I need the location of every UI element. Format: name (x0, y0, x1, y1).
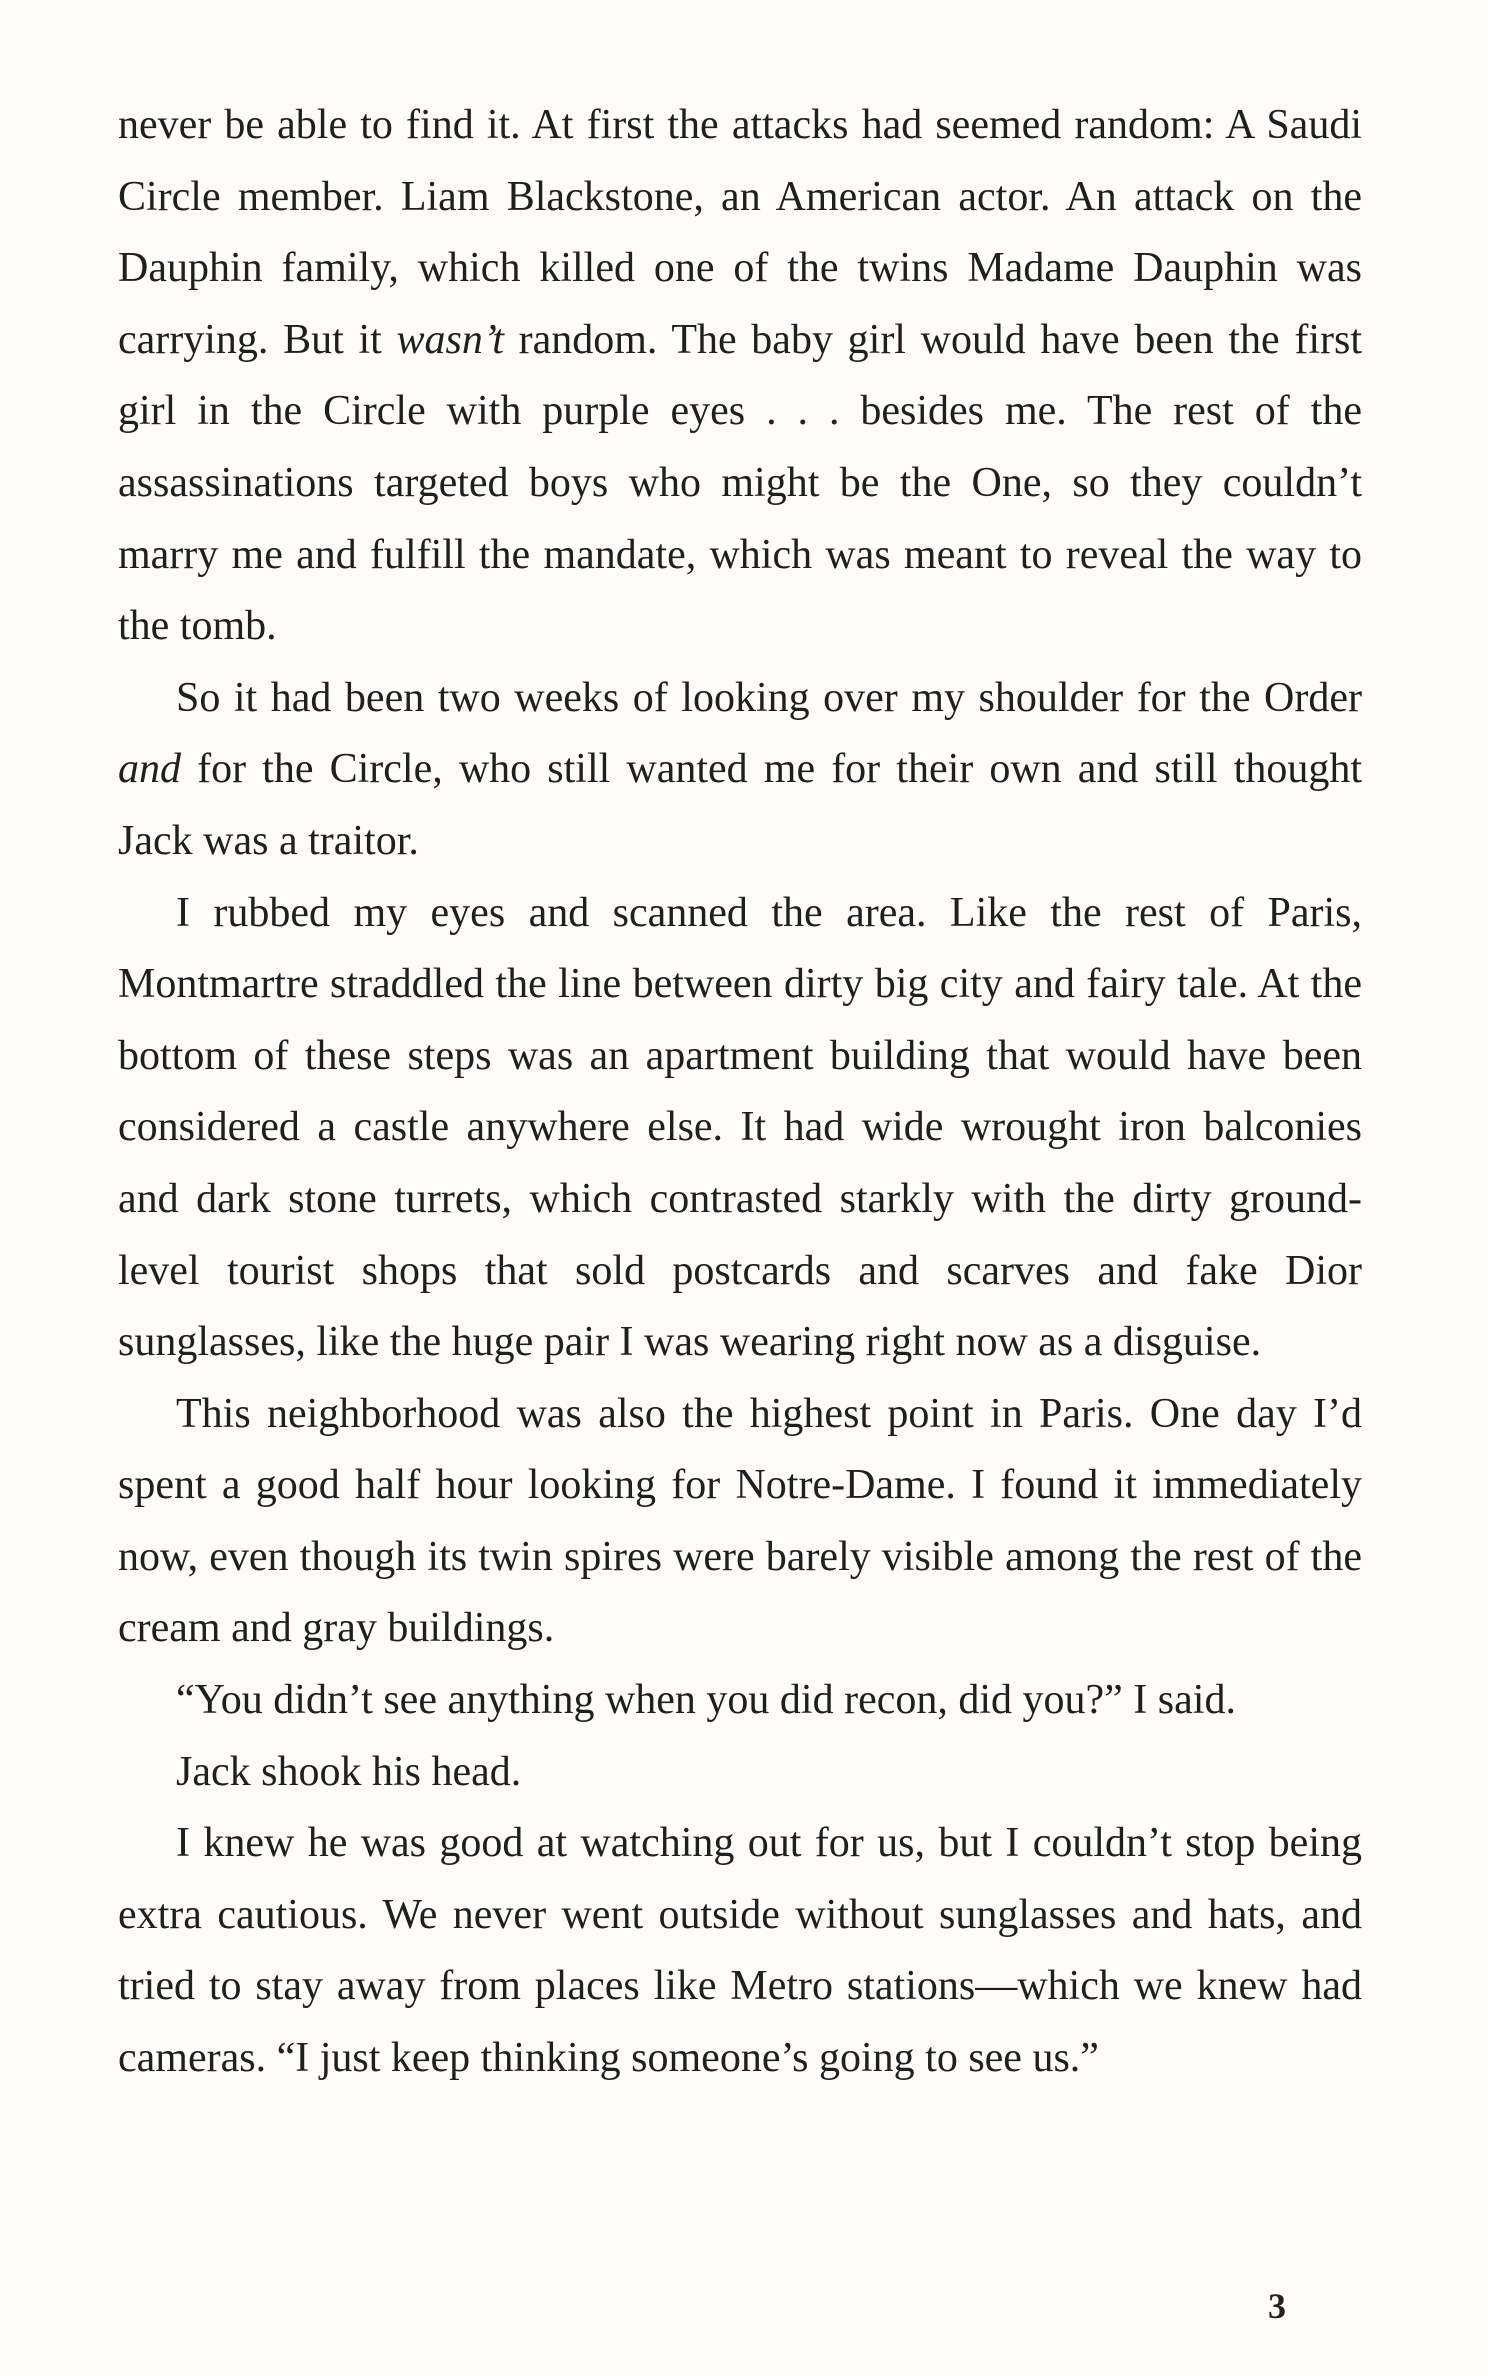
paragraph (118, 90, 1362, 663)
paragraph (118, 878, 1362, 1379)
text-segment: for the Circle, who still wanted me for their own and still thought Jack was a traitor. (118, 746, 1362, 864)
paragraph (118, 1379, 1362, 1665)
italic-text: and (118, 746, 181, 793)
text-segment: Jack shook his head. (176, 1748, 522, 1795)
paragraph (118, 1737, 1362, 1809)
text-segment: This neighborhood was also the highest point in Paris. One day I’d spent a good half hour looking for Notre-Dame. I found it immediately now, even though its twin spires were barely visible among the rest of the cream and gray buildings. (118, 1390, 1362, 1652)
text-segment: I rubbed my eyes and scanned the area. Like the rest of Paris, Montmartre straddled the line between dirty big city and fairy tale. At the bottom of these steps was an apartment building that would have been considered a castle anywhere else. It had wide wrought iron balconies and dark stone turrets, which contrasted starkly with the dirty ground-level tourist shops that sold postcards and scarves and fake Dior sunglasses, like the huge pair I was wearing right now as a disguise. (118, 889, 1362, 1366)
italic-text: wasn’t (396, 316, 504, 363)
paragraph (118, 1808, 1362, 2094)
text-segment: never be able to find it. At first the attacks had seemed random: A Saudi Circle member. Liam Blackstone, an American actor. An attack on the Dauphin family, which killed one of the twins Madame Dauphin was carrying. But it (118, 102, 1362, 363)
text-segment: random. The baby girl would have been the first girl in the Circle with purple eyes . . . besides me. The rest of the assassinations targeted boys who might be the One, so they couldn’t marry me and fulfill the mandate, which was meant to reveal the way to the tomb. (118, 316, 1362, 650)
page-text-body (118, 90, 1362, 2095)
paragraph (118, 1665, 1362, 1737)
text-segment: So it had been two weeks of looking over my shoulder for the Order (176, 674, 1362, 721)
text-segment: “You didn’t see anything when you did recon, did you?” I said. (176, 1677, 1236, 1724)
text-segment: I knew he was good at watching out for us, but I couldn’t stop being extra cautious. We never went outside without sunglasses and hats, and tried to stay away from places like Metro stations—which we knew had cameras. “I just keep thinking someone’s going to see us.” (118, 1820, 1362, 2082)
page-number: 3 (1268, 2286, 1286, 2326)
paragraph (118, 663, 1362, 878)
